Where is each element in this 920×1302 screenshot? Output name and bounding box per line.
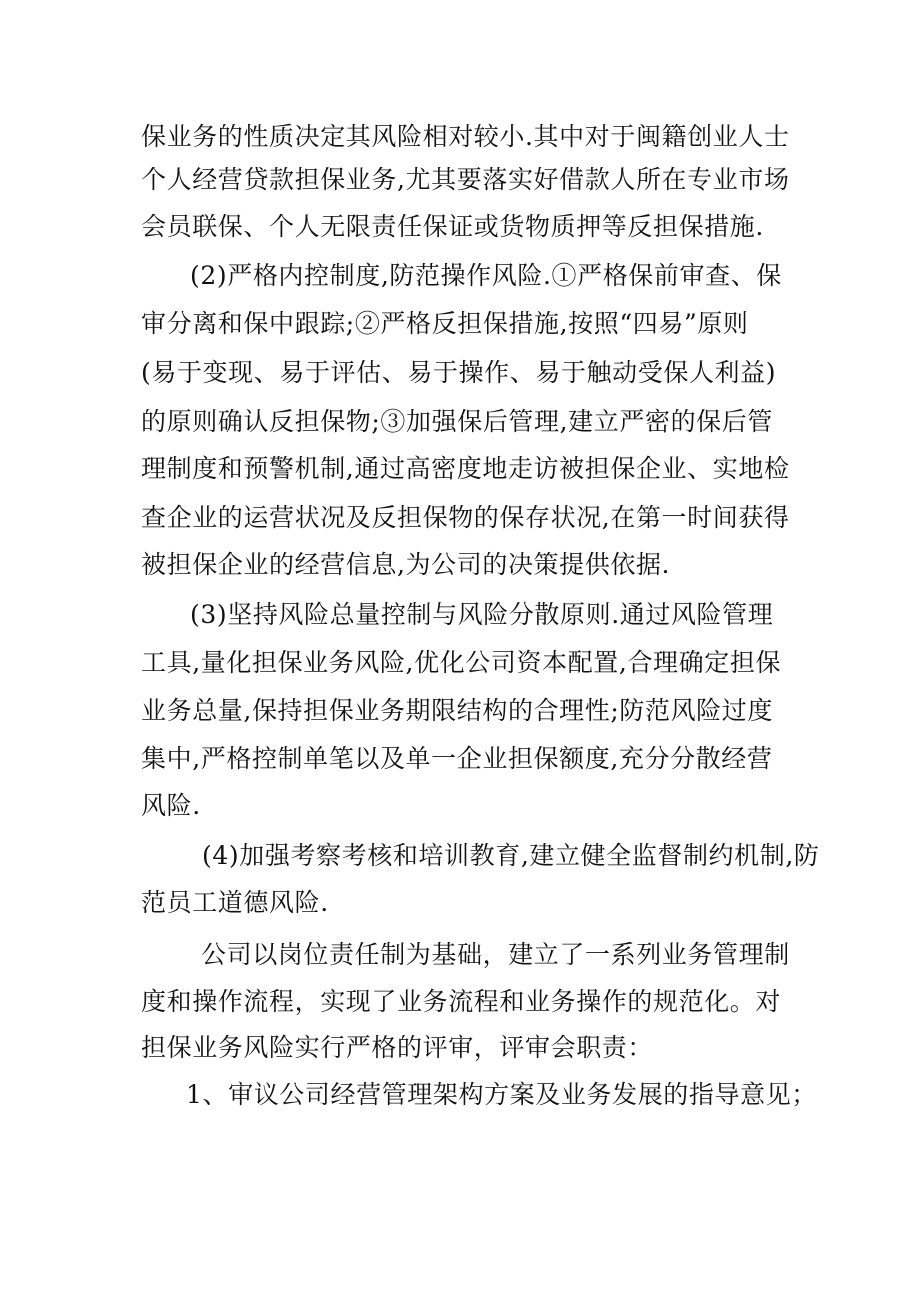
text-line: 风险.	[141, 791, 201, 820]
list-item-1: 1、审议公司经营管理架构方案及业务发展的指导意见；	[186, 1080, 817, 1109]
text-line: (易于变现、易于评估、易于操作、易于触动受保人利益)	[141, 358, 777, 387]
text-line: 个人经营贷款担保业务,尤其要落实好借款人所在专业市场	[141, 165, 790, 194]
paragraph-3-start: (3)坚持风险总量控制与风险分散原则.通过风险管理	[190, 600, 774, 629]
text-line: 会员联保、个人无限责任保证或货物质押等反担保措施.	[141, 212, 764, 241]
text-line: 理制度和预警机制,通过高密度地走访被担保企业、实地检	[141, 454, 790, 483]
text-line: 保业务的性质决定其风险相对较小.其中对于闽籍创业人士	[141, 122, 790, 151]
paragraph-4-start: (4)加强考察考核和培训教育,建立健全监督制约机制,防	[202, 841, 820, 870]
text-line: 度和操作流程，实现了业务流程和业务操作的规范化。对	[141, 987, 782, 1016]
text-line: 审分离和保中跟踪;②严格反担保措施,按照“四易”原则	[141, 309, 749, 338]
text-line: 集中,严格控制单笔以及单一企业担保额度,充分分散经营	[141, 744, 773, 773]
text-line: 查企业的运营状况及反担保物的保存状况,在第一时间获得	[141, 503, 790, 532]
paragraph-2-start: (2)严格内控制度,防范操作风险.①严格保前审查、保	[190, 261, 782, 290]
text-line: 业务总量,保持担保业务期限结构的合理性;防范风险过度	[141, 696, 773, 725]
paragraph-5-start: 公司以岗位责任制为基础，建立了一系列业务管理制	[201, 940, 790, 969]
text-line: 被担保企业的经营信息,为公司的决策提供依据.	[141, 550, 671, 579]
text-line: 担保业务风险实行严格的评审，评审会职责：	[141, 1033, 654, 1062]
text-line: 范员工道德风险.	[141, 888, 329, 917]
text-line: 工具,量化担保业务风险,优化公司资本配置,合理确定担保	[141, 648, 782, 677]
text-line: 的原则确认反担保物;③加强保后管理,建立严密的保后管	[141, 407, 773, 436]
